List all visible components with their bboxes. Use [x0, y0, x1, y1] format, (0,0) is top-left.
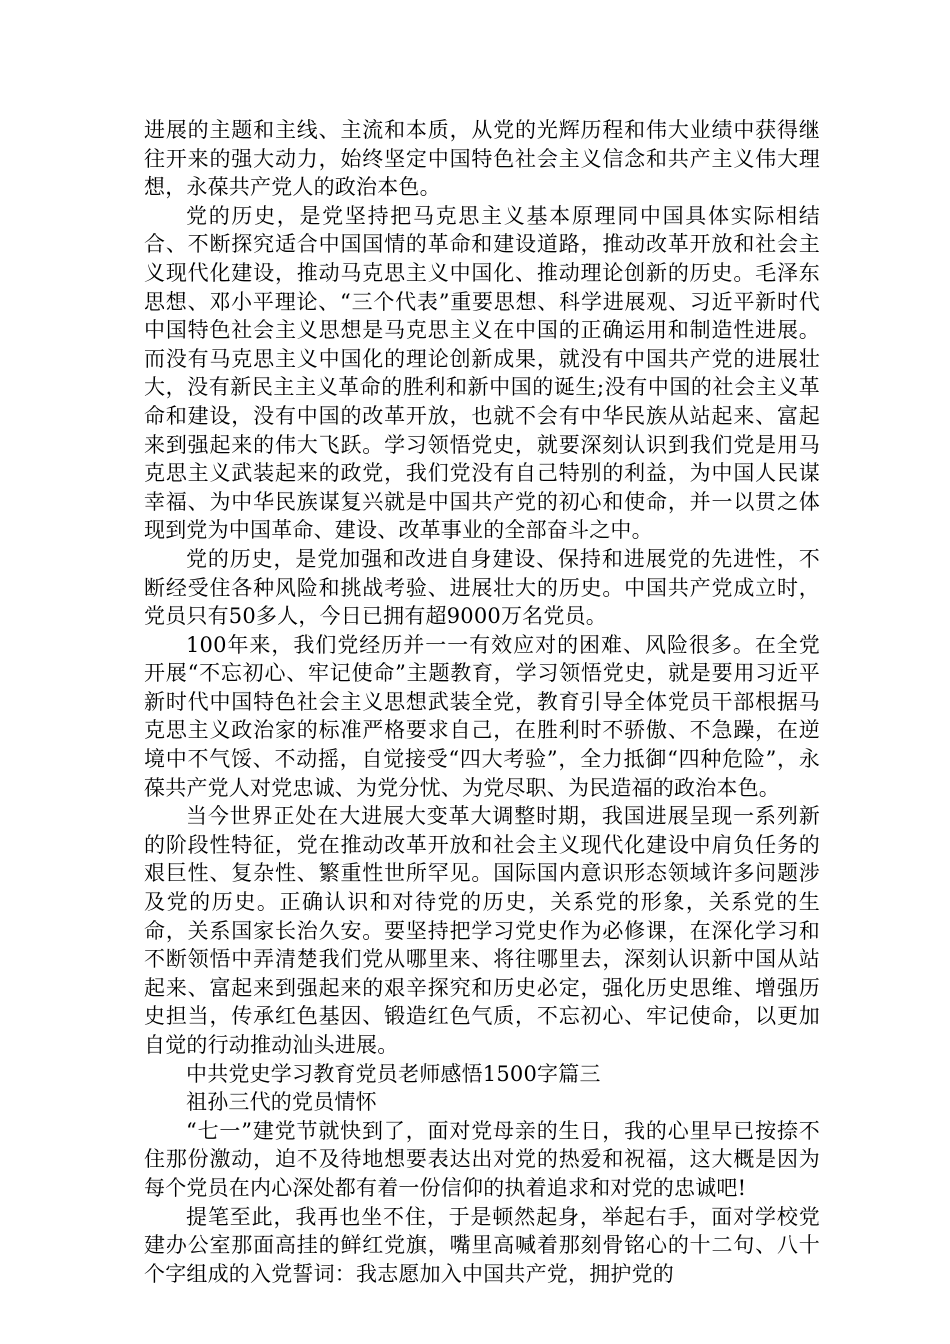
paragraph-2: 党的历史，是党坚持把马克思主义基本原理同中国具体实际相结合、不断探究适合中国国情的革命和建设道路，推动改革开放和社会主义现代化建设，推动马克思主义中国化、推动理论创新的历史。毛泽东思想、邓小平理论、“三个代表”重要思想、科学进展观、习近平新时代中国特色社会主义思想是马克思主义在中国的正确运用和制造性进展。而没有马克思主义中国化的理论创新成果，就没有中国共产党的进展壮大，没有新民主主义革命的胜利和新中国的诞生;没有中国的社会主义革命和建设，没有中国的改革开放，也就不会有中华民族从站起来、富起来到强起来的伟大飞跃。学习领悟党史，就要深刻认识到我们党是用马克思主义武装起来的政党，我们党没有自己特别的利益，为中国人民谋幸福、为中华民族谋复兴就是中国共产党的初心和使命，并一以贯之体现到党为中国革命、建设、改革事业的全部奋斗之中。 [144, 203, 820, 543]
paragraph-7: 提笔至此，我再也坐不住，于是顿然起身，举起右手，面对学校党建办公室那面高挂的鲜红党旗，嘴里高喊着那刻骨铭心的十二句、八十个字组成的入党誓词：我志愿加入中国共产党，拥护党的 [144, 1204, 820, 1286]
paragraph-6: “七一”建党节就快到了，面对党母亲的生日，我的心里早已按捺不住那份激动，迫不及待地想要表达出对党的热爱和祝福，这大概是因为每个党员在内心深处都有着一份信仰的执着追求和对党的忠诚吧! [144, 1118, 820, 1200]
paragraph-1: 进展的主题和主线、主流和本质，从党的光辉历程和伟大业绩中获得继往开来的强大动力，始终坚定中国特色社会主义信念和共产主义伟大理想，永葆共产党人的政治本色。 [144, 118, 820, 200]
paragraph-4: 100年来，我们党经历并一一有效应对的困难、风险很多。在全党开展“不忘初心、牢记使命”主题教育，学习领悟党史，就是要用习近平新时代中国特色社会主义思想武装全党，教育引导全体党员干部根据马克思主义政治家的标准严格要求自己，在胜利时不骄傲、不急躁，在逆境中不气馁、不动摇，自觉接受“四大考验”，全力抵御“四种危险”，永葆共产党人对党忠诚、为党分忧、为党尽职、为民造福的政治本色。 [144, 632, 820, 800]
paragraph-5: 当今世界正处在大进展大变革大调整时期，我国进展呈现一系列新的阶段性特征，党在推动改革开放和社会主义现代化建设中肩负任务的艰巨性、复杂性、繁重性世所罕见。国际国内意识形态领域许多问题涉及党的历史。正确认识和对待党的历史，关系党的形象，关系党的生命，关系国家长治久安。要坚持把学习党史作为必修课，在深化学习和不断领悟中弄清楚我们党从哪里来、将往哪里去，深刻认识新中国从站起来、富起来到强起来的艰辛探究和历史必定，强化历史思维、增强历史担当，传承红色基因、锻造红色气质，不忘初心、牢记使命，以更加自觉的行动推动汕头进展。 [144, 804, 820, 1057]
paragraph-3: 党的历史，是党加强和改进自身建设、保持和进展党的先进性，不断经受住各种风险和挑战考验、进展壮大的历史。中国共产党成立时，党员只有50多人，今日已拥有超9000万名党员。 [144, 546, 820, 629]
document-body [144, 116, 820, 1288]
section-subtitle: 祖孙三代的党员情怀 [186, 1090, 377, 1115]
section-heading: 中共党史学习教育党员老师感悟1500字篇三 [186, 1061, 601, 1086]
